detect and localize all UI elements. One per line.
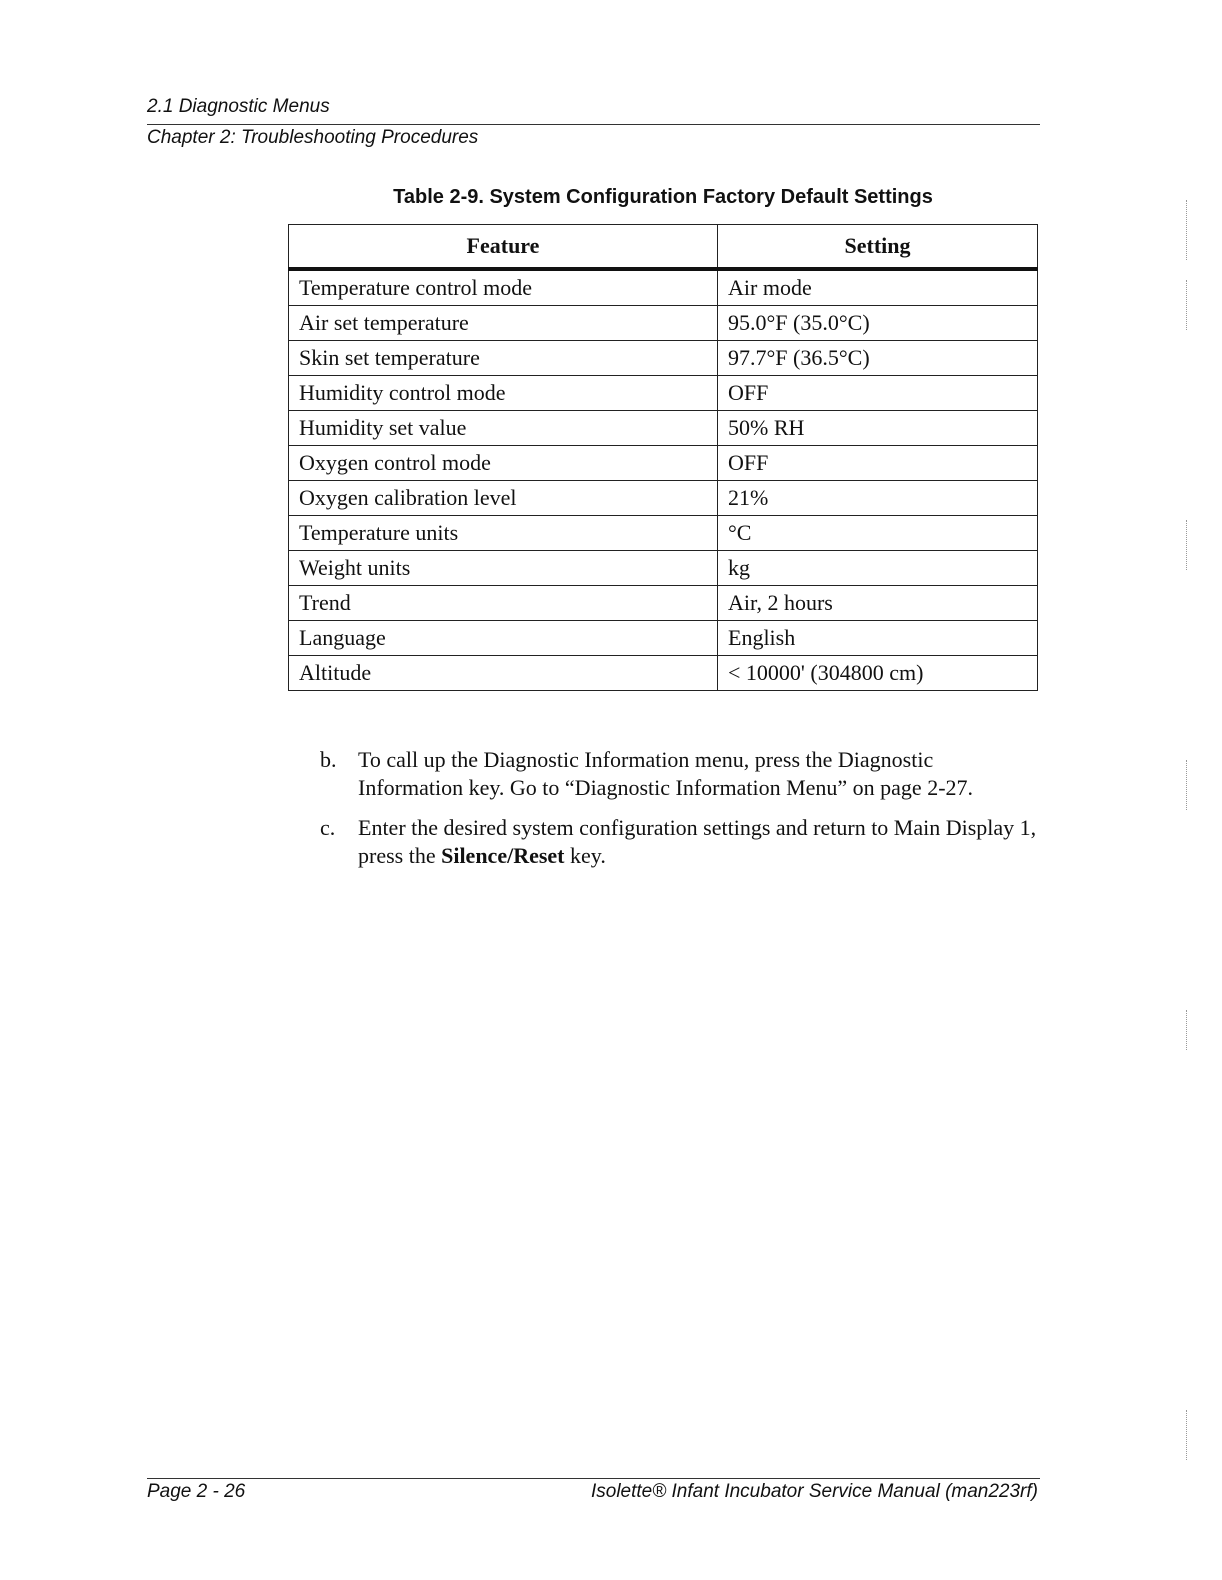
setting-cell: English [718,621,1038,656]
feature-cell: Temperature units [289,516,718,551]
feature-cell: Skin set temperature [289,341,718,376]
binding-edge-mark [1180,200,1187,260]
table-row [289,656,1038,691]
feature-cell: Trend [289,586,718,621]
table-row [289,621,1038,656]
feature-cell: Altitude [289,656,718,691]
binding-edge-mark [1180,1410,1187,1460]
table-header-row [289,225,1038,270]
page-number: Page 2 - 26 [147,1481,246,1502]
feature-cell: Humidity control mode [289,376,718,411]
feature-cell: Air set temperature [289,306,718,341]
header-rule [147,124,1040,125]
feature-cell: Oxygen control mode [289,446,718,481]
step-text-end: key. [564,843,606,868]
footer-rule [147,1478,1040,1479]
step-text-start: Enter the desired system configuration settings and return to Main Display 1, press the [358,815,1037,868]
feature-cell: Language [289,621,718,656]
column-header-setting: Setting [718,225,1038,270]
table-row [289,341,1038,376]
table-row [289,586,1038,621]
setting-cell: Air mode [718,269,1038,306]
table-row [289,306,1038,341]
setting-cell: kg [718,551,1038,586]
section-header: 2.1 Diagnostic Menus [147,96,330,117]
column-header-feature: Feature [289,225,718,270]
step-text [358,814,1040,870]
table-row [289,376,1038,411]
table-row [289,551,1038,586]
setting-cell: 95.0°F (35.0°C) [718,306,1038,341]
setting-cell: Air, 2 hours [718,586,1038,621]
binding-edge-mark [1180,280,1187,330]
feature-cell: Oxygen calibration level [289,481,718,516]
binding-edge-mark [1180,760,1187,810]
binding-edge-mark [1180,520,1187,570]
step-marker: b. [320,747,337,772]
setting-cell: 21% [718,481,1038,516]
setting-cell: OFF [718,446,1038,481]
feature-cell: Weight units [289,551,718,586]
table-row [289,269,1038,306]
setting-cell: 50% RH [718,411,1038,446]
step-c [320,814,1040,870]
feature-cell: Humidity set value [289,411,718,446]
manual-title: Isolette® Infant Incubator Service Manual (man223rf) [590,1481,1038,1502]
table-body [289,269,1038,691]
setting-cell: 97.7°F (36.5°C) [718,341,1038,376]
table-title: Table 2-9. System Configuration Factory Default Settings [393,186,933,208]
table-row [289,411,1038,446]
step-text: To call up the Diagnostic Information menu, press the Diagnostic Information key. Go to “Diagnostic Information Menu” on page 2-27. [358,747,974,800]
step-marker: c. [320,815,336,840]
table-row [289,481,1038,516]
config-table [288,224,1038,691]
setting-cell: OFF [718,376,1038,411]
feature-cell: Temperature control mode [289,269,718,306]
step-b [320,746,1040,802]
setting-cell: °C [718,516,1038,551]
table-row [289,516,1038,551]
silence-reset-key-label: Silence/Reset [441,843,565,868]
setting-cell: < 10000' (304800 cm) [718,656,1038,691]
chapter-header: Chapter 2: Troubleshooting Procedures [147,127,479,148]
binding-edge-mark [1180,1010,1187,1050]
table-row [289,446,1038,481]
